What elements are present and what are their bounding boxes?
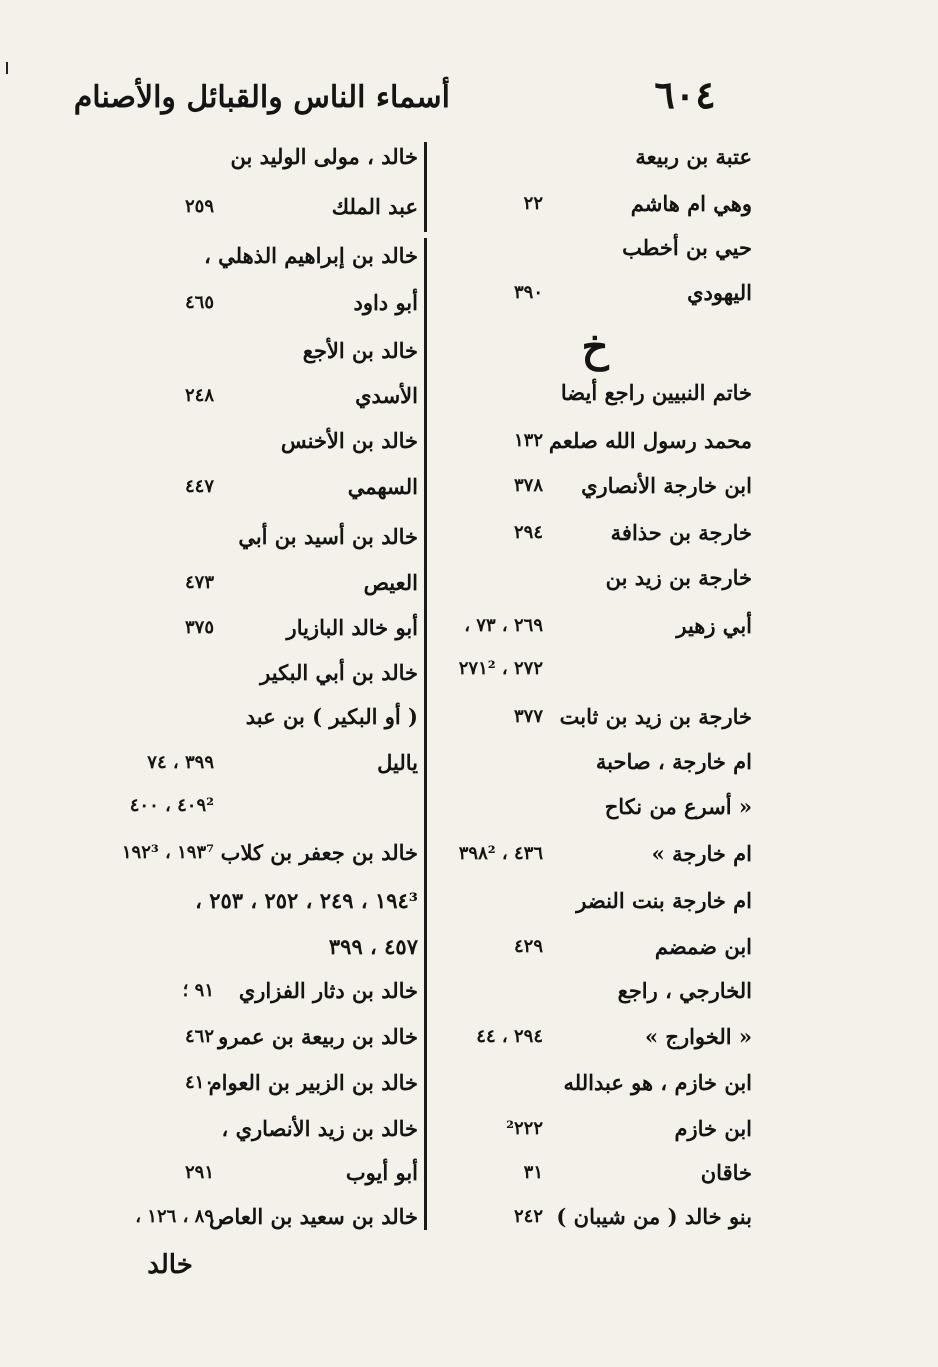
entry-name: الخارجي ، راجع xyxy=(617,978,752,1003)
index-entry xyxy=(0,1062,938,1104)
entry-name: بنو خالد ( من شيبان ) xyxy=(556,1204,752,1229)
entry-name: خاتم النبيين راجع أيضا xyxy=(560,380,752,405)
footer-catchword: خالد xyxy=(147,1250,193,1280)
entry-page-ref: ٢٥٩ xyxy=(184,196,214,217)
entry-page-ref: ٤٦٢ xyxy=(184,1026,214,1047)
entry-page-ref: ٢٩٤ xyxy=(513,522,543,543)
index-entry xyxy=(0,607,938,649)
index-entry xyxy=(0,832,938,874)
entry-name: خالد ، مولى الوليد بن xyxy=(230,144,418,169)
entry-page-ref: ٢٢ xyxy=(523,193,543,214)
entry-name: ١٩٤³ ، ٢٤٩ ، ٢٥٢ ، ٢٥٣ ، xyxy=(195,888,418,913)
entry-name: وهي ام هاشم xyxy=(630,191,752,216)
entry-name: ام خارجة » xyxy=(651,841,752,866)
index-entry xyxy=(0,330,938,372)
entry-name: « الخوارج » xyxy=(644,1024,752,1049)
entry-page-ref: ٣٩٩ ، ٧٤ xyxy=(147,752,214,773)
entry-name: ( أو البكير ) بن عبد xyxy=(245,704,418,729)
entry-name: أبو أيوب xyxy=(345,1160,418,1185)
entry-page-ref: ٢٧٢ ، ٢٧١² xyxy=(458,658,543,679)
entry-page-ref: ٢٤٨ xyxy=(184,385,214,406)
entry-page-ref: ٢٤٢ xyxy=(513,1206,543,1227)
entry-page-ref: ٨٩ ، ١٢٦ ، xyxy=(135,1206,214,1227)
index-entry xyxy=(0,235,938,277)
index-entry xyxy=(0,1016,938,1058)
entry-name: ام خارجة بنت النضر xyxy=(576,888,752,913)
index-entry xyxy=(0,880,938,922)
index-entry xyxy=(0,696,938,738)
index-entry xyxy=(0,652,938,694)
entry-page-ref: ٤٢٩ xyxy=(513,936,543,957)
index-entry xyxy=(0,742,938,784)
section-letter: خ xyxy=(581,322,609,371)
index-entry xyxy=(0,785,938,827)
entry-page-ref: ²٢٢٢ xyxy=(506,1118,543,1139)
page-number: ٦٠٤ xyxy=(654,72,716,117)
entry-name: حيي بن أخطب xyxy=(622,235,752,260)
index-entry xyxy=(0,926,938,968)
entry-page-ref: ٤٤٧ xyxy=(184,476,214,497)
entry-name: خالد بن الأجع xyxy=(302,338,418,363)
entry-name: عتبة بن ربيعة xyxy=(635,144,752,169)
entry-page-ref: ٢٦٩ ، ٧٣ ، xyxy=(464,615,543,636)
entry-name: خالد بن أبي البكير xyxy=(260,660,418,685)
entry-name: خالد بن الزبير بن العوام xyxy=(208,1070,418,1095)
page-title: أسماء الناس والقبائل والأصنام xyxy=(73,80,450,115)
entry-page-ref: ٤٣٦ ، ٣٩٨² xyxy=(458,843,543,864)
entry-name: محمد رسول الله صلعم xyxy=(548,428,752,453)
entry-page-ref: ٤١٠ xyxy=(184,1072,214,1093)
index-entry xyxy=(0,420,938,462)
entry-name: خالد بن أسيد بن أبي xyxy=(238,524,418,549)
margin-mark xyxy=(6,62,8,74)
entry-page-ref: ٤٧٣ xyxy=(184,572,214,593)
entry-name: خارجة بن زيد بن ثابت xyxy=(559,704,752,729)
entry-page-ref: ٣١ xyxy=(523,1162,543,1183)
entry-name: خالد بن دثار الفزاري xyxy=(238,978,418,1003)
entry-name: خاقان xyxy=(700,1160,752,1185)
entry-name: ٤٥٧ ، ٣٩٩ xyxy=(328,934,418,959)
entry-name: ياليل xyxy=(377,750,418,775)
index-entry xyxy=(0,375,938,417)
index-entry xyxy=(0,282,938,324)
index-entry xyxy=(0,466,938,508)
entry-name: عبد الملك xyxy=(331,194,418,219)
entry-name: خالد بن الأخنس xyxy=(280,428,418,453)
entry-name: خالد بن إبراهيم الذهلي ، xyxy=(204,243,418,268)
index-entry xyxy=(0,186,938,228)
index-entry xyxy=(0,1196,938,1238)
entry-name: ابن خازم xyxy=(674,1116,752,1141)
entry-page-ref: ٣٧٥ xyxy=(184,617,214,638)
entry-name: ام خارجة ، صاحبة xyxy=(595,749,752,774)
index-entry xyxy=(0,1108,938,1150)
index-entry xyxy=(0,136,938,178)
index-entry xyxy=(0,562,938,604)
entry-page-ref: ٢٩٤ ، ٤٤ xyxy=(476,1026,543,1047)
entry-name: الأسدي xyxy=(355,383,418,408)
entry-page-ref: ٢٩١ xyxy=(184,1162,214,1183)
entry-name: أبو خالد البازيار xyxy=(286,615,418,640)
entry-page-ref: ١٩٣⁷ ، ١٩٢³ xyxy=(121,842,214,863)
entry-name: العيص xyxy=(363,570,418,595)
entry-name: ابن ضمضم xyxy=(654,934,752,959)
index-entry xyxy=(0,1152,938,1194)
index-entry xyxy=(0,970,938,1012)
entry-name: خالد بن جعفر بن كلاب xyxy=(220,840,418,865)
entry-name: اليهودي xyxy=(687,280,752,305)
entry-name: ابن خارجة الأنصاري xyxy=(581,473,752,498)
entry-page-ref: ٤٦٥ xyxy=(184,292,214,313)
entry-name: خالد بن سعيد بن العاص xyxy=(209,1204,418,1229)
entry-name: أبي زهير xyxy=(676,613,752,638)
entry-page-ref: ٣٧٨ xyxy=(513,475,543,496)
entry-name: ابن خازم ، هو عبدالله xyxy=(563,1070,752,1095)
entry-name: « أسرع من نكاح xyxy=(604,794,752,819)
entry-page-ref: ٤٠٩² ، ٤٠٠ xyxy=(129,795,214,816)
entry-page-ref: ٣٧٧ xyxy=(513,706,543,727)
entry-name: السهمي xyxy=(347,474,418,499)
entry-page-ref: ٩١ ؛ xyxy=(182,980,214,1001)
entry-name: خارجة بن زيد بن xyxy=(605,565,752,590)
entry-name: خارجة بن حذافة xyxy=(610,520,752,545)
entry-name: خالد بن ربيعة بن عمرو xyxy=(218,1024,418,1049)
entry-page-ref: ٣٩٠ xyxy=(513,282,543,303)
entry-name: أبو داود xyxy=(353,290,418,315)
entry-page-ref: ١٣٢ xyxy=(513,430,543,451)
index-entry xyxy=(0,516,938,558)
entry-name: خالد بن زيد الأنصاري ، xyxy=(221,1116,418,1141)
